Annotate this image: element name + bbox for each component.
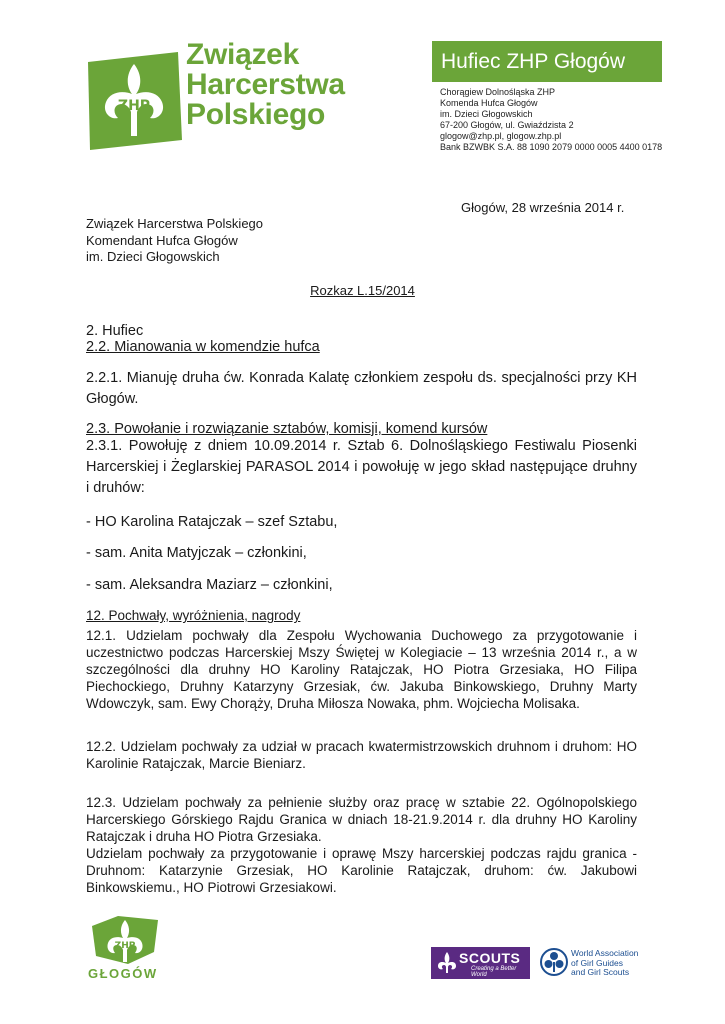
letter-date: Głogów, 28 września 2014 r. [461,200,625,215]
section-heading-2: 2. Hufiec [86,323,144,339]
paragraph-12-3 [86,794,637,896]
wagggs-line: and Girl Scouts [571,967,630,977]
paragraph-2-2-1: 2.2.1. Mianuję druha ćw. Konrada Kalatę członkiem zespołu ds. specjalności przy KH Głogów. [86,370,637,407]
svg-text:ZHP: ZHP [114,941,136,951]
logo-line-3: Polskiego [186,98,326,131]
footer-city: GŁOGÓW [88,966,158,981]
address-line: Bank BZWBK S.A. 88 1090 2079 0000 0005 4400 0178 [440,142,663,152]
section-heading-12: 12. Pochwały, wyróżnienia, nagrody [86,608,301,623]
order-title: Rozkaz L.15/2014 [310,283,415,298]
address-line: 67-200 Głogów, ul. Gwiaździsta 2 [440,120,574,130]
scouts-tagline: Creating a Better World [471,966,517,978]
svg-text:ZHP: ZHP [117,98,151,114]
address-line: glogow@zhp.pl, glogow.zhp.pl [440,131,562,141]
recipient-line: Komendant Hufca Głogów [86,232,238,248]
paragraph-12-3-part-2: Udzielam pochwały za przygotowanie i oprawę Mszy harcerskiej podczas rajdu granica - Druhnom: Katarzynie Grzesiak, HO Karolinie Ratajczak, druhom: ćw. Jakubowi Binkowskiemu., HO Piotrowi Grzesiakowi. [86,846,637,895]
section-heading-2-2: 2.2. Mianowania w komendzie hufca [86,339,320,355]
recipient-line: im. Dzieci Głogowskich [86,249,220,264]
wagggs-line: of Girl Guides [571,957,623,968]
logo-line-1: Związek [186,38,299,71]
paragraph-12-1: 12.1. Udzielam pochwały dla Zespołu Wychowania Duchowego za przygotowanie i uczestnictwo podczas Harcerskiej Mszy Świętej w Kolegiacie – 13 września 2014 r., a w szczególności dla druhny HO Karoliny Ratajczak, HO Piotra Grzesiaka, HO Filipa Piechockiego, Druhny Katarzyny Grzesiak, ćw. Jakuba Binkowskiego, Druhny Marty Wdowczyk, sam. Ewy Chorąży, Druha Miłosza Nowaka, phm. Wojciecha Molisaka. [86,628,637,711]
address-line: Komenda Hufca Głogów [440,98,538,108]
recipient-block [86,216,263,266]
address-line: im. Dzieci Głogowskich [440,109,533,119]
logo-line-2: Harcerstwa [186,68,345,101]
hufiec-banner: Hufiec ZHP Głogów [432,41,662,82]
section-heading-2-3: 2.3. Powołanie i rozwiązanie sztabów, komisji, komend kursów [86,421,488,437]
scouts-wordmark: SCOUTS [459,950,521,966]
address-line: Chorągiew Dolnośląska ZHP [440,87,556,97]
zhp-logo-badge [86,52,182,150]
logo-wordmark [186,40,376,130]
org-address [440,87,662,153]
wagggs-text [571,949,638,978]
paragraph-12-2: 12.2. Udzielam pochwały za udział w pracach kwatermistrzowskich druhnom i druhom: HO Karolinie Ratajczak, Marcie Bieniarz. [86,739,637,771]
trefoil-icon [540,948,568,976]
wagggs-line: World Association [571,948,639,958]
paragraph-12-3-part-1: 12.3. Udzielam pochwały za pełnienie służby oraz pracę w sztabie 22. Ogólnopolskiego Harcerskiego Górskiego Rajdu Granica w dniach 18-21.9.2014 r. dla druhny HO Karoliny Ratajczak i druha HO Piotra Grzesiaka. [86,795,637,844]
glogow-badge-icon [88,912,162,968]
paragraph-2-3-1: 2.3.1. Powołuję z dniem 10.09.2014 r. Sztab 6. Dolnośląskiego Festiwalu Piosenki Harcerskiej i Żeglarskiej PARASOL 2014 i powołuję w jego skład następujące druhny i druhów: [86,438,637,496]
member-list-item: - sam. Anita Matyjczak – członkini, [86,545,307,561]
member-list-item: - HO Karolina Ratajczak – szef Sztabu, [86,514,338,530]
member-list-item: - sam. Aleksandra Maziarz – członkini, [86,577,333,593]
fleur-de-lis-icon [436,951,458,975]
recipient-line: Związek Harcerstwa Polskiego [86,216,264,231]
